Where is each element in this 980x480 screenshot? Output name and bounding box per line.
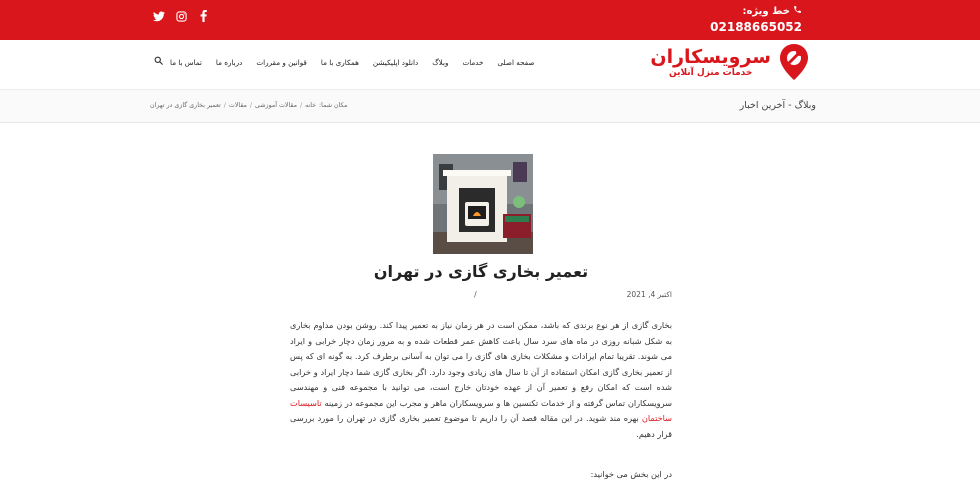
post-meta-separator: / [474,290,477,299]
breadcrumb [150,102,347,109]
breadcrumb-current: تعمیر بخاری گازی در تهران [150,102,221,109]
post-featured-image[interactable] [433,154,533,254]
nav-item-services[interactable]: خدمات [462,58,484,67]
site-header [0,40,980,90]
phone-icon [793,5,802,17]
breadcrumb-articles[interactable]: مقالات [228,102,247,109]
breadcrumb-home[interactable]: خانه [305,102,317,109]
post-body [290,318,672,442]
nav-item-cooperation[interactable]: همکاری با ما [320,58,359,67]
breadcrumb-separator: / [299,102,303,109]
breadcrumb-educational[interactable]: مقالات آموزشی [255,102,297,109]
post-body-text-continued: بهره مند شوید. در این مقاله قصد آن را داریم تا موضوع تعمیر بخاری گازی در تهران را مورد بررسی قرار دهیم. [290,413,672,439]
logo-pin-icon [775,42,813,82]
breadcrumb-separator: / [249,102,253,109]
post-title: تعمیر بخاری گازی در تهران [373,262,589,281]
hotline [710,5,802,34]
hotline-label: خط ویژه: [742,5,790,17]
nav-item-blog[interactable]: وبلاگ [432,58,449,67]
logo-title: سرویسکاران [650,45,771,68]
post-date: اکتبر 4, 2021 [626,290,672,299]
breadcrumb-bar [0,90,980,123]
logo-subtitle: خدمات منزل آنلاین [668,67,753,78]
hotline-number[interactable]: 02188665052 [710,20,802,34]
nav-item-about[interactable]: درباره ما [215,58,243,67]
instagram-icon[interactable] [174,9,188,23]
site-logo[interactable] [650,42,813,82]
post-meta [290,290,672,299]
facebook-icon[interactable] [196,9,210,23]
top-bar [0,0,980,40]
building-installations-link[interactable]: تاسیسات ساختمان [290,397,672,423]
main-nav [150,58,541,68]
nav-item-rules[interactable]: قوانین و مقررات [256,58,307,67]
page-heading: وبلاگ - آخرین اخبار [739,100,816,111]
nav-item-download-app[interactable]: دانلود اپلیکیشن [372,58,419,67]
breadcrumb-separator: / [223,102,226,109]
twitter-icon[interactable] [152,9,166,23]
search-icon[interactable] [150,56,163,68]
nav-item-home[interactable]: صفحه اصلی [497,58,535,67]
breadcrumb-prefix: مکان شما: [319,102,348,109]
post-body-text: بخاری گازی از هر نوع برندی که باشد، ممکن است در هر زمان نیاز به تعمیر پیدا کند. روشن بودن مداوم بخاری به شکل شبانه روزی در ماه های سرد سال باعث کاهش عمر قطعات شده و به مرور زمان دچار خرابی و ایراد می شوند. تقریبا تمام ایرادات و مشکلات بخاری های گازی را می توان به آسانی برطرف کرد. به گونه ای که پس از تعمیر بخاری گازی امکان استفاده از آن تا سال های زیادی وجود دارد. اگر بخاری گازی شما دچار ایراد و خرابی شده است که امکان رفع و تعمیر آن از عهده خودتان خارج است، می توانید با مجموعه فنی و مهندسی سرویسکاران تماس گرفته و از خدمات تکنسین ها و سرویسکاران ماهر و مجرب این مجموعه در زمینه [290,320,672,408]
toc-intro: در این بخش می خوانید: [590,469,672,479]
social-links [152,9,210,23]
nav-item-contact[interactable]: تماس با ما [170,58,202,67]
